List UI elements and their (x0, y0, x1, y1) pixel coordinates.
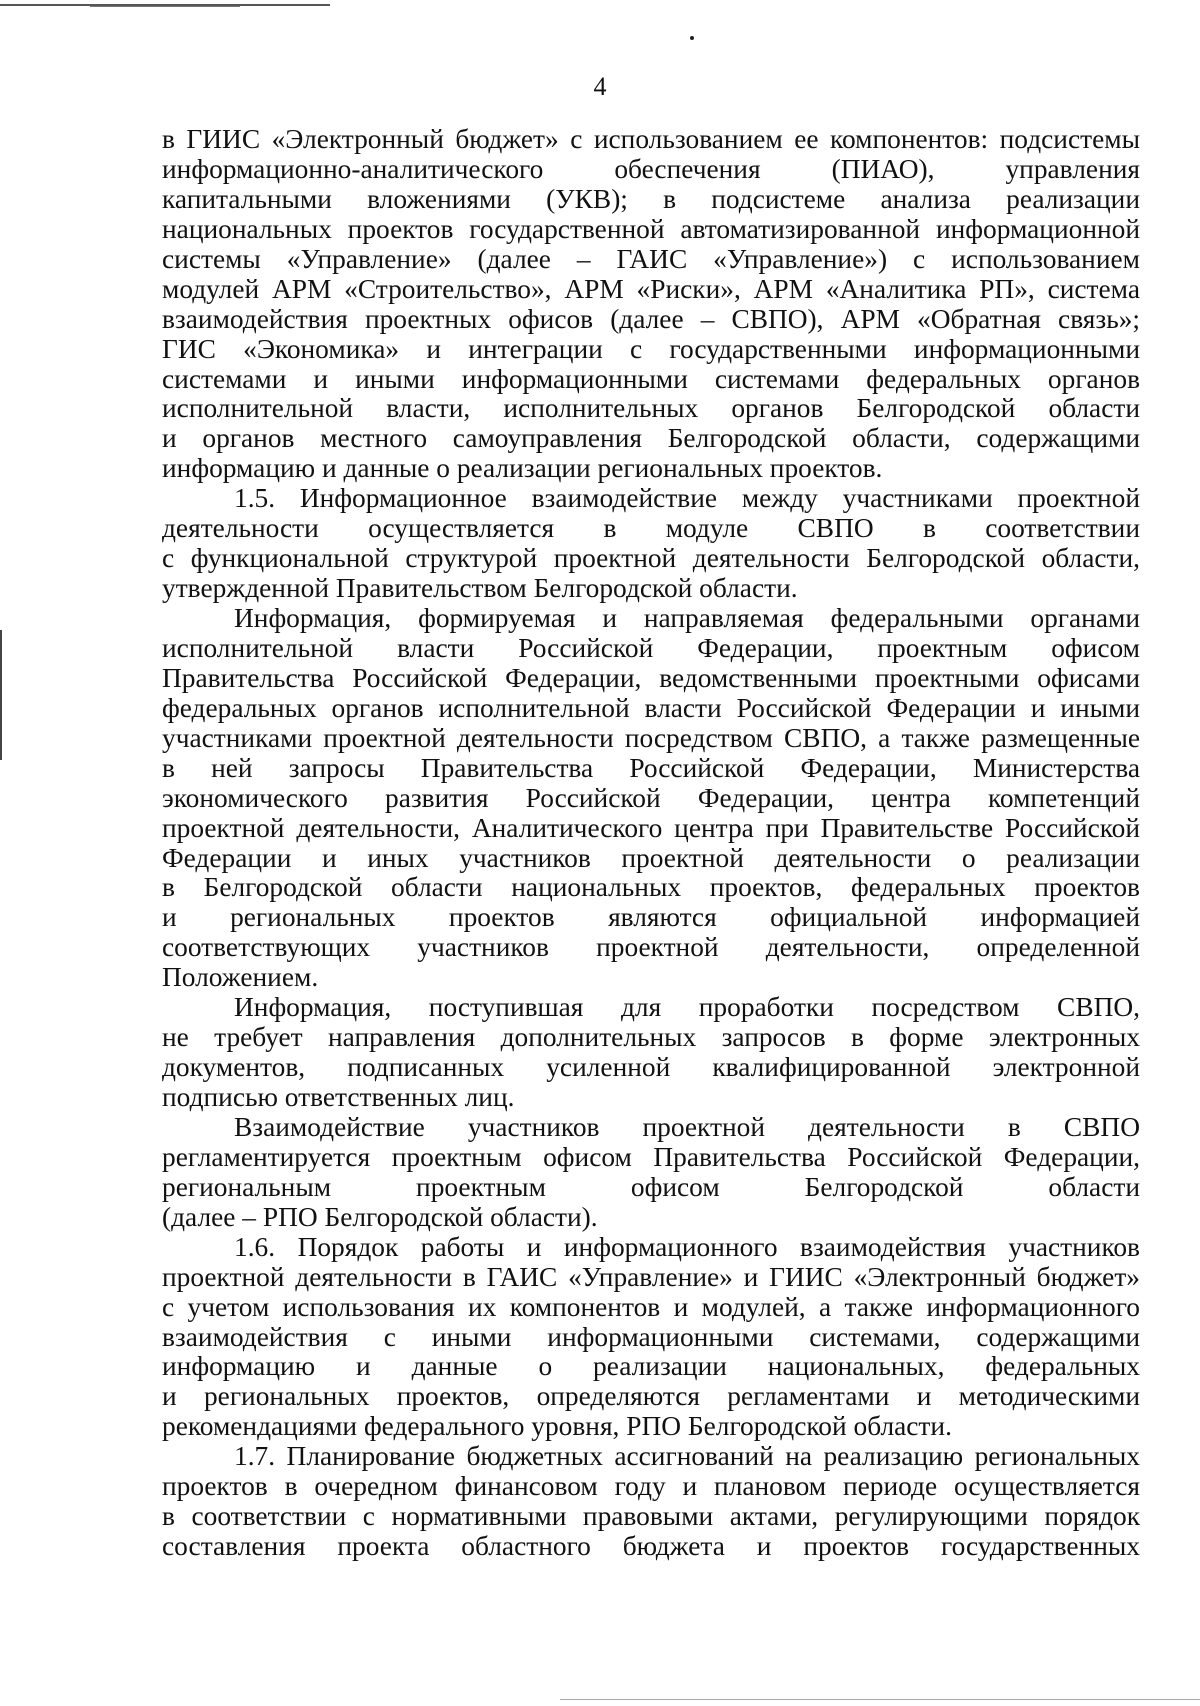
text-line: проектной деятельности, Аналитического центра при Правительстве Российской (162, 813, 1140, 843)
text-line: Правительства Российской Федерации, ведомственными проектными офисами (162, 663, 1140, 693)
text-line: деятельности осуществляется в модуле СВПО в соответствии (162, 514, 1140, 544)
text-line: в соответствии с нормативными правовыми актами, регулирующими порядок (162, 1502, 1140, 1532)
text-line: и органов местного самоуправления Белгородской области, содержащими (162, 424, 1140, 454)
text-line: информацию и данные о реализации региональных проектов. (162, 454, 883, 484)
text-line: 1.7. Планирование бюджетных ассигнований на реализацию региональных (234, 1442, 1140, 1472)
text-line: взаимодействия проектных офисов (далее – СВПО), АРМ «Обратная связь»; (162, 304, 1140, 334)
text-line: в ГИИС «Электронный бюджет» с использованием ее компонентов: подсистемы (162, 125, 1140, 154)
text-line: ГИС «Экономика» и интеграции с государственными информационными (162, 334, 1140, 364)
text-line: подписью ответственных лиц. (162, 1083, 515, 1112)
text-line: взаимодействия с иными информационными системами, содержащими (162, 1322, 1140, 1352)
scan-artifact-top-line-secondary (90, 6, 240, 7)
text-line: документов, подписанных усиленной квалифицированной электронной (162, 1053, 1140, 1083)
text-line: региональным проектным офисом Белгородской области (162, 1172, 1140, 1202)
text-line: регламентируется проектным офисом Правительства Российской Федерации, (162, 1142, 1140, 1172)
text-line: с учетом использования их компонентов и модулей, а также информационного (162, 1292, 1140, 1322)
document-body (162, 125, 1140, 1562)
text-line: и региональных проектов, определяются регламентами и методическими (162, 1382, 1140, 1412)
text-line: информационно-аналитического обеспечения (ПИАО), управления (162, 154, 1140, 184)
text-line: капитальными вложениями (УКВ); в подсистеме анализа реализации (162, 184, 1140, 214)
text-line: 1.6. Порядок работы и информационного взаимодействия участников (234, 1232, 1140, 1262)
scan-artifact-left-edge (0, 630, 2, 760)
text-line: соответствующих участников проектной деятельности, определенной (162, 933, 1140, 963)
scan-artifact-dot (690, 36, 694, 40)
scan-artifact-bottom-line (560, 1699, 1200, 1700)
text-line: исполнительной власти Российской Федерации, проектным офисом (162, 633, 1140, 663)
text-line: Взаимодействие участников проектной деятельности в СВПО (234, 1112, 1140, 1142)
text-line: рекомендациями федерального уровня, РПО Белгородской области. (162, 1412, 952, 1442)
text-line: системы «Управление» (далее – ГАИС «Управление») с использованием (162, 244, 1140, 274)
text-line: информацию и данные о реализации национальных, федеральных (162, 1352, 1140, 1382)
text-line: Информация, формируемая и направляемая федеральными органами (234, 604, 1140, 633)
text-line: модулей АРМ «Строительство», АРМ «Риски», АРМ «Аналитика РП», система (162, 274, 1140, 304)
text-line: проектной деятельности в ГАИС «Управление» и ГИИС «Электронный бюджет» (162, 1262, 1140, 1292)
text-line: утвержденной Правительством Белгородской области. (162, 574, 798, 604)
page-number: 4 (593, 72, 607, 101)
text-line: участниками проектной деятельности посредством СВПО, а также размещенные (162, 723, 1140, 753)
text-line: национальных проектов государственной автоматизированной информационной (162, 214, 1140, 244)
text-line: Информация, поступившая для проработки посредством СВПО, (234, 993, 1140, 1023)
text-line: системами и иными информационными системами федеральных органов (162, 364, 1140, 394)
text-line: экономического развития Российской Федерации, центра компетенций (162, 783, 1140, 813)
text-line: и региональных проектов являются официальной информацией (162, 903, 1140, 933)
text-line: 1.5. Информационное взаимодействие между участниками проектной (234, 484, 1140, 514)
text-line: с функциональной структурой проектной деятельности Белгородской области, (162, 544, 1140, 574)
text-line: проектов в очередном финансовом году и плановом периоде осуществляется (162, 1472, 1140, 1502)
text-line: не требует направления дополнительных запросов в форме электронных (162, 1023, 1140, 1053)
text-line: в ней запросы Правительства Российской Федерации, Министерства (162, 753, 1140, 783)
text-line: составления проекта областного бюджета и проектов государственных (162, 1532, 1140, 1562)
text-line: в Белгородской области национальных проектов, федеральных проектов (162, 873, 1140, 903)
text-line: федеральных органов исполнительной власти Российской Федерации и иными (162, 693, 1140, 723)
text-line: Положением. (162, 963, 319, 993)
text-line: (далее – РПО Белгородской области). (162, 1202, 598, 1232)
text-line: Федерации и иных участников проектной деятельности о реализации (162, 843, 1140, 873)
text-line: исполнительной власти, исполнительных органов Белгородской области (162, 394, 1140, 424)
